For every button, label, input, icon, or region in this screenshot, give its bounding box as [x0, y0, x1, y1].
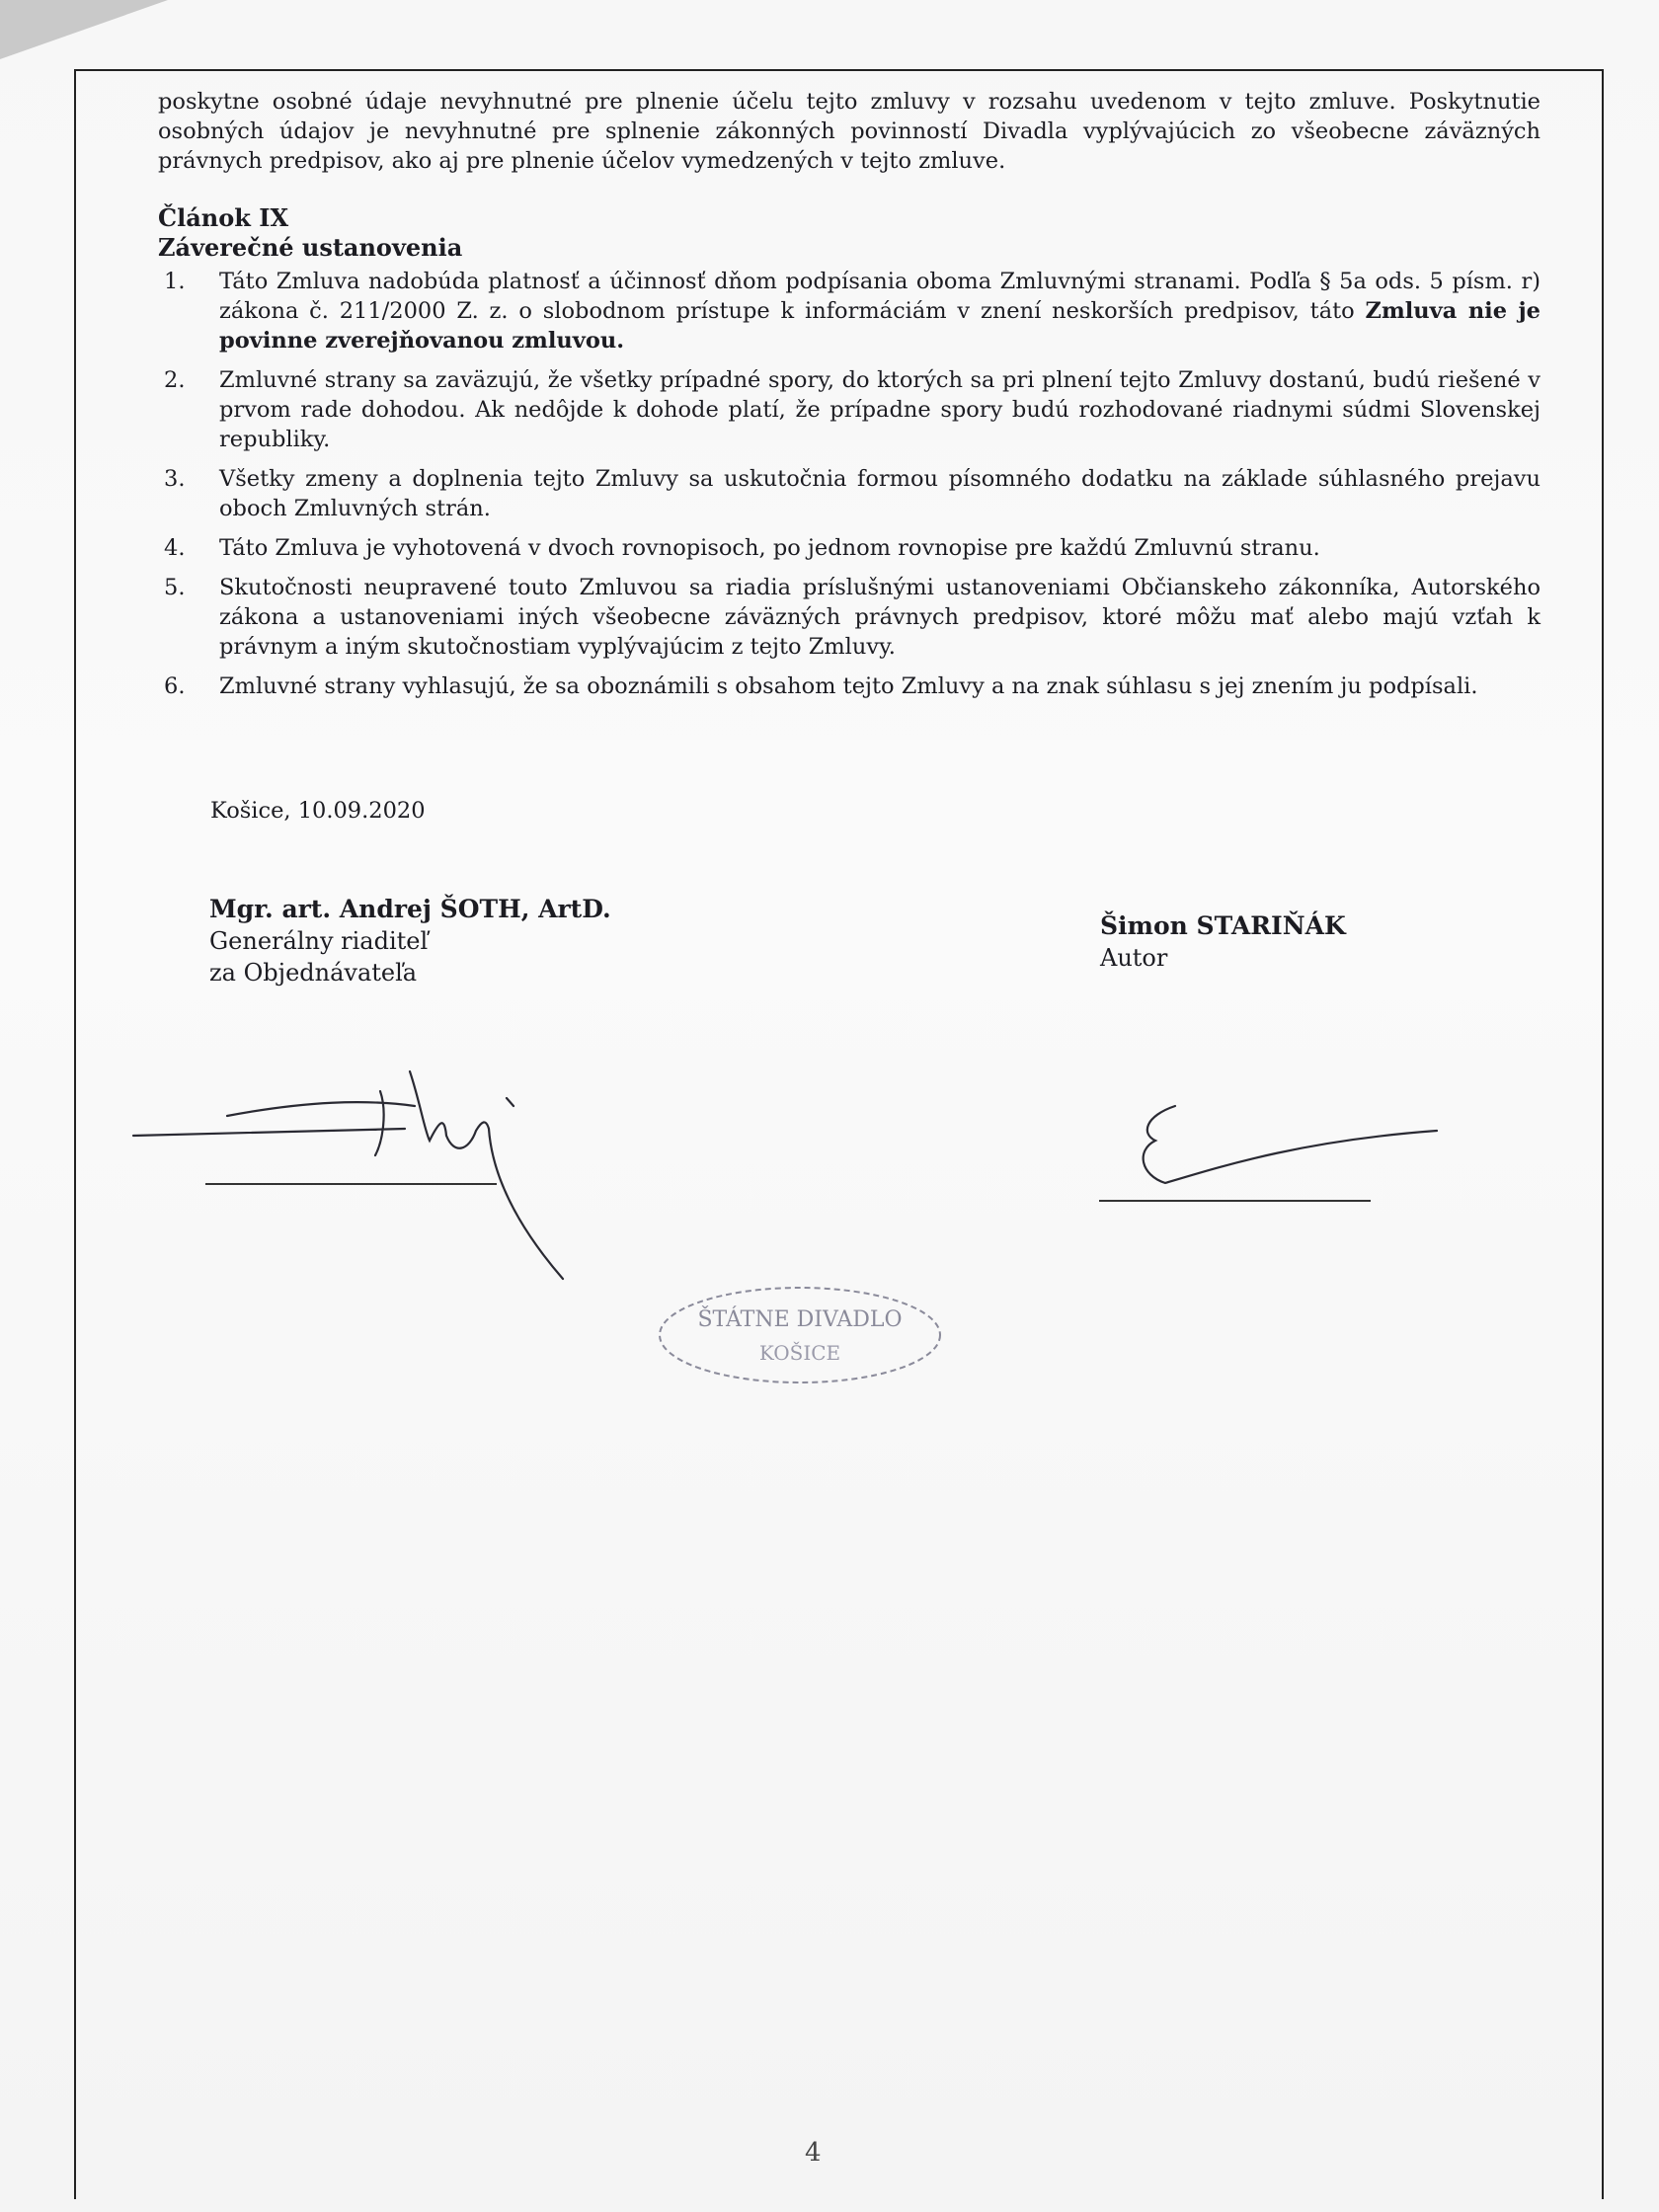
page-number: 4: [805, 2138, 822, 2168]
stamp: [652, 1279, 948, 1392]
list-item: [158, 533, 1540, 563]
folded-corner: [0, 0, 168, 59]
list-item: [158, 573, 1540, 662]
stamp-line2: KOŠICE: [758, 1341, 841, 1365]
signatory-left: [209, 894, 611, 988]
signature-left: [128, 1062, 681, 1289]
item-number: 5.: [164, 575, 186, 600]
signature-line-left: [205, 1183, 497, 1185]
item-text: Zmluvné strany vyhlasujú, že sa oboznámili s obsahom tejto Zmluvy a na znak súhlasu s jej znením ju podpísali.: [219, 673, 1478, 699]
item-number: 3.: [164, 466, 186, 492]
signatory-right-title: Autor: [1100, 944, 1168, 972]
list-item: [158, 672, 1540, 701]
item-text: Zmluvné strany sa zaväzujú, že všetky prípadné spory, do ktorých sa pri plnení tejto Zmluvy dostanú, budú riešené v prvom rade dohodou. Ak nedôjde k dohode platí, že prípadne spory budú rozhodované riadnymi súdmi Slovenskej republiky.: [219, 367, 1540, 452]
item-number: 1.: [164, 269, 186, 294]
article-subtitle: Záverečné ustanovenia: [158, 233, 463, 262]
signatory-right: [1100, 910, 1346, 974]
signatory-left-name: Mgr. art. Andrej ŠOTH, ArtD.: [209, 895, 611, 923]
place-date: Košice, 10.09.2020: [210, 798, 426, 824]
item-text: Táto Zmluva je vyhotovená v dvoch rovnopisoch, po jednom rovnopise pre každú Zmluvnú stranu.: [219, 535, 1320, 561]
item-text: Skutočnosti neupravené touto Zmluvou sa riadia príslušnými ustanoveniami Občianskeho zákonníka, Autorského zákona a ustanoveniami iných všeobecne záväzných právnych predpisov, ktoré môžu mať alebo majú vzťah k právnym a iným skutočnostiam vyplývajúcim z tejto Zmluvy.: [219, 575, 1540, 660]
article-title: Článok IX: [158, 203, 289, 232]
document-body: [158, 87, 1540, 711]
item-text: Všetky zmeny a doplnenia tejto Zmluvy sa uskutočnia formou písomného dodatku na základe súhlasného prejavu oboch Zmluvných strán.: [219, 466, 1540, 521]
item-text: Táto Zmluva nadobúda platnosť a účinnosť dňom podpísania oboma Zmluvnými stranami. Podľa § 5a ods. 5 písm. r) zákona č. 211/2000 Z. z. o slobodnom prístupe k informáciám v znení neskorších predpisov, táto: [219, 269, 1540, 324]
item-number: 6.: [164, 673, 186, 699]
signature-right: [1116, 1086, 1442, 1205]
signatory-left-title: Generálny riaditeľ: [209, 927, 429, 955]
signatory-left-role: za Objednávateľa: [209, 959, 418, 987]
list-item: [158, 267, 1540, 356]
signature-line-right: [1099, 1200, 1371, 1202]
intro-paragraph: poskytne osobné údaje nevyhnutné pre plnenie účelu tejto zmluvy v rozsahu uvedenom v tejto zmluve. Poskytnutie osobných údajov je nevyhnutné pre splnenie zákonných povinností Divadla vyplývajúcich zo všeobecne záväzných právnych predpisov, ako aj pre plnenie účelov vymedzených v tejto zmluve.: [158, 89, 1540, 174]
stamp-line1: ŠTÁTNE DIVADLO: [697, 1307, 903, 1332]
signatory-right-name: Šimon STARIŇÁK: [1100, 911, 1346, 940]
item-number: 2.: [164, 367, 186, 393]
list-item: [158, 464, 1540, 523]
item-number: 4.: [164, 535, 186, 561]
item-bold-text: Zmluva nie je povinne zverejňovanou zmluvou.: [219, 298, 1540, 354]
list-item: [158, 365, 1540, 454]
provisions-list: [158, 267, 1540, 701]
